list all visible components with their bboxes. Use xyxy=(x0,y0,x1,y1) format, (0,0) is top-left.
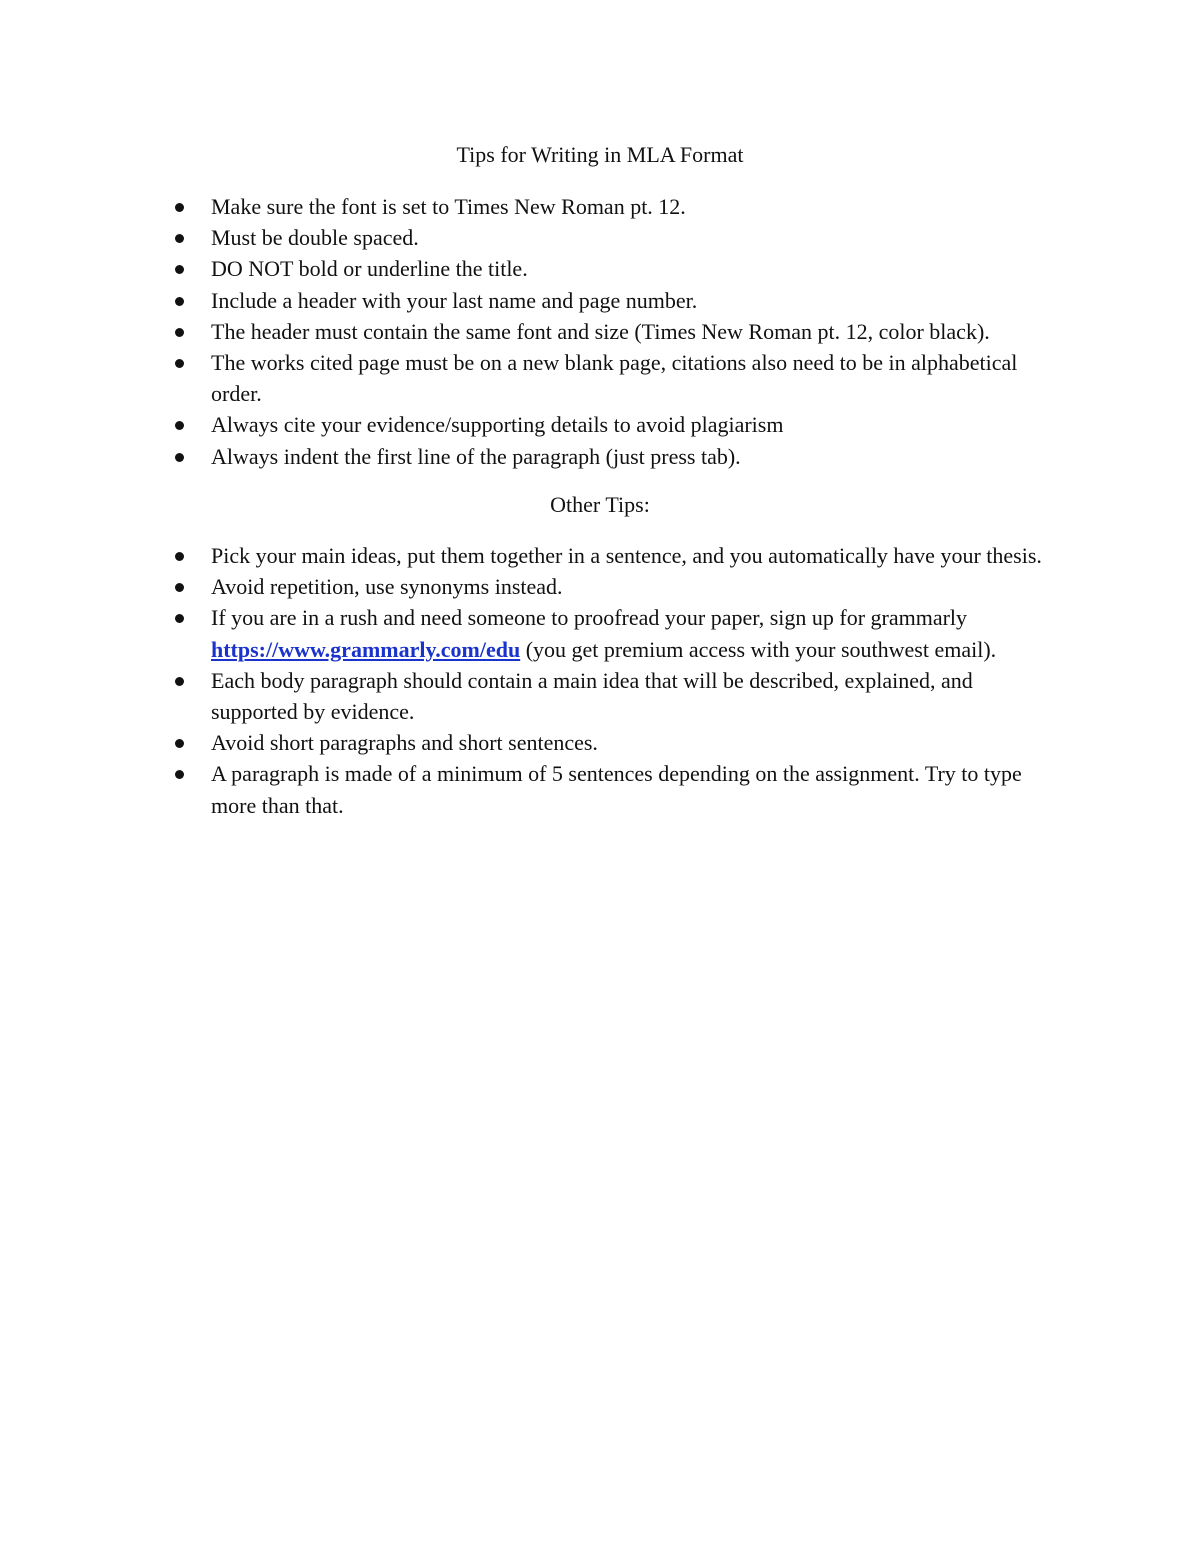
bullet-icon xyxy=(175,552,184,561)
bullet-icon xyxy=(175,297,184,306)
list-item xyxy=(0,571,1200,602)
list-item xyxy=(0,191,1200,222)
list-item xyxy=(0,441,1200,472)
bullet-icon xyxy=(175,265,184,274)
bullet-icon xyxy=(175,677,184,686)
list-item-text: Avoid short paragraphs and short sentences. xyxy=(211,730,598,756)
list-item-text: If you are in a rush and need someone to proofread your paper, sign up for grammarly xyxy=(211,605,968,631)
list-item-text: Avoid repetition, use synonyms instead. xyxy=(211,574,563,600)
bullet-icon xyxy=(175,739,184,748)
bullet-icon xyxy=(175,359,184,368)
list-item xyxy=(0,602,1200,664)
list-item xyxy=(0,540,1200,571)
list-item xyxy=(0,347,1200,409)
bullet-icon xyxy=(175,614,184,623)
list-item-text: The works cited page must be on a new blank page, citations also need to be in alphabetical order. xyxy=(211,350,1018,407)
list-item-text: Always cite your evidence/supporting details to avoid plagiarism xyxy=(211,412,784,438)
mla-tips-list xyxy=(0,191,1200,472)
list-item xyxy=(0,285,1200,316)
list-item-text: Always indent the first line of the paragraph (just press tab). xyxy=(211,443,741,469)
bullet-icon xyxy=(175,234,184,243)
other-tips-heading: Other Tips: xyxy=(550,492,650,517)
list-item-text: Make sure the font is set to Times New Roman pt. 12. xyxy=(211,194,686,219)
bullet-icon xyxy=(175,203,184,212)
list-item xyxy=(0,665,1200,727)
list-item xyxy=(0,409,1200,440)
list-item-text: Pick your main ideas, put them together in a sentence, and you automatically have your thesis. xyxy=(211,543,1042,568)
bullet-icon xyxy=(175,453,184,462)
list-item-text: The header must contain the same font and size (Times New Roman pt. 12, color black). xyxy=(211,318,990,344)
bullet-icon xyxy=(175,421,184,430)
other-tips-list xyxy=(0,540,1200,821)
list-item xyxy=(0,253,1200,284)
list-item-text: Include a header with your last name and page number. xyxy=(211,287,698,313)
list-item-text: DO NOT bold or underline the title. xyxy=(211,256,528,282)
grammarly-link[interactable]: https://www.grammarly.com/edu xyxy=(211,636,521,662)
list-item xyxy=(0,222,1200,253)
list-item xyxy=(0,758,1200,820)
list-item-text: Must be double spaced. xyxy=(211,225,419,251)
bullet-icon xyxy=(175,770,184,779)
bullet-icon xyxy=(175,328,184,337)
list-item xyxy=(0,727,1200,758)
bullet-icon xyxy=(175,583,184,592)
list-item-text: A paragraph is made of a minimum of 5 sentences depending on the assignment. Try to type more than that. xyxy=(211,761,1022,818)
list-item xyxy=(0,316,1200,347)
document-title: Tips for Writing in MLA Format xyxy=(456,142,744,167)
list-item-text: Each body paragraph should contain a main idea that will be described, explained, and supported by evidence. xyxy=(211,667,973,725)
list-item-text: (you get premium access with your southwest email). xyxy=(520,636,997,662)
